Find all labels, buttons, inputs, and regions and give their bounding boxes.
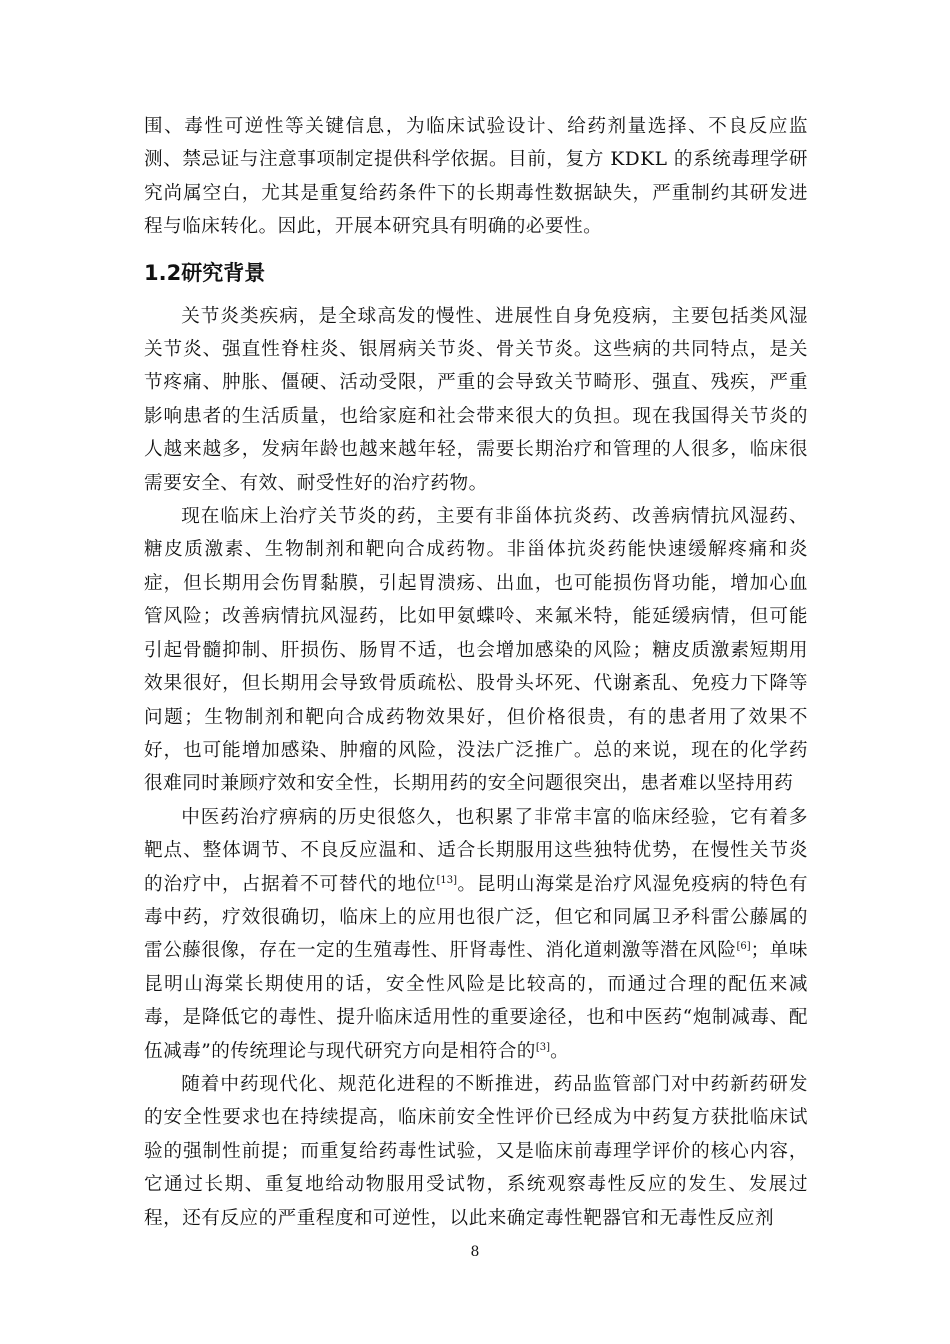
paragraph-3-text-4: 。 <box>550 1040 570 1062</box>
paragraph-3-text-2: 。昆明山海棠是治疗风湿免疫病的特色有毒中药，疗效很确切，临床上的应用也很广泛，但它和同属卫矛科雷公藤属的雷公藤很像，存在一定的生殖毒性、肝肾毒性、消化道刺激等潜在风险 <box>144 873 808 962</box>
citation-6: [6] <box>736 941 751 953</box>
section-heading: 1.2研究背景 <box>144 260 266 285</box>
citation-3: [3] <box>535 1041 551 1053</box>
citation-13: [13] <box>436 874 458 886</box>
background-paragraph-4: 随着中药现代化、规范化进程的不断推进，药品监管部门对中药新药研发的安全性要求也在持续提高，临床前安全性评价已经成为中药复方获批临床试验的强制性前提；而重复给药毒性试验，又是临床前毒理学评价的核心内容，它通过长期、重复地给动物服用受试物，系统观察毒性反应的发生、发展过程，还有反应的严重程度和可逆性，以此来确定毒性靶器官和无毒性反应剂 <box>144 1073 808 1229</box>
paragraph-3-text-1: 中医药治疗痹病的历史很悠久，也积累了非常丰富的临床经验，它有着多靶点、整体调节、不良反应温和、适合长期服用这些独特优势，在慢性关节炎的治疗中，占据着不可替代的地位 <box>144 806 808 895</box>
background-paragraph-1: 关节炎类疾病，是全球高发的慢性、进展性自身免疫病，主要包括类风湿关节炎、强直性脊柱炎、银屑病关节炎、骨关节炎。这些病的共同特点，是关节疼痛、肿胀、僵硬、活动受限，严重的会导致关节畸形、强直、残疾，严重影响患者的生活质量，也给家庭和社会带来很大的负担。现在我国得关节炎的人越来越多，发病年龄也越来越年轻，需要长期治疗和管理的人很多，临床很需要安全、有效、耐受性好的治疗药物。 <box>144 305 808 494</box>
background-paragraph-3 <box>144 801 808 1068</box>
paragraph-3-text-3: ；单味昆明山海棠长期使用的话，安全性风险是比较高的，而通过合理的配伍来减毒，是降低它的毒性、提升临床适用性的重要途径，也和中医药“炮制减毒、配伍减毒”的传统理论与现代研究方向是相符合的 <box>144 940 808 1062</box>
page-number: 8 <box>470 1244 480 1260</box>
background-paragraph-2: 现在临床上治疗关节炎的药，主要有非甾体抗炎药、改善病情抗风湿药、糖皮质激素、生物制剂和靶向合成药物。非甾体抗炎药能快速缓解疼痛和炎症，但长期用会伤胃黏膜，引起胃溃疡、出血，也可能损伤肾功能，增加心血管风险；改善病情抗风湿药，比如甲氨蝶呤、来氟米特，能延缓病情，但可能引起骨髓抑制、肝损伤、肠胃不适，也会增加感染的风险；糖皮质激素短期用效果很好，但长期用会导致骨质疏松、股骨头坏死、代谢紊乱、免疫力下降等问题；生物制剂和靶向合成药物效果好，但价格很贵，有的患者用了效果不好，也可能增加感染、肿瘤的风险，没法广泛推广。总的来说，现在的化学药很难同时兼顾疗效和安全性，长期用药的安全问题很突出，患者难以坚持用药 <box>144 506 808 795</box>
intro-paragraph: 围、毒性可逆性等关键信息，为临床试验设计、给药剂量选择、不良反应监测、禁忌证与注意事项制定提供科学依据。目前，复方 KDKL 的系统毒理学研究尚属空白，尤其是重复给药条件下的长期毒性数据缺失，严重制约其研发进程与临床转化。因此，开展本研究具有明确的必要性。 <box>144 116 808 238</box>
page-body <box>144 110 808 1235</box>
